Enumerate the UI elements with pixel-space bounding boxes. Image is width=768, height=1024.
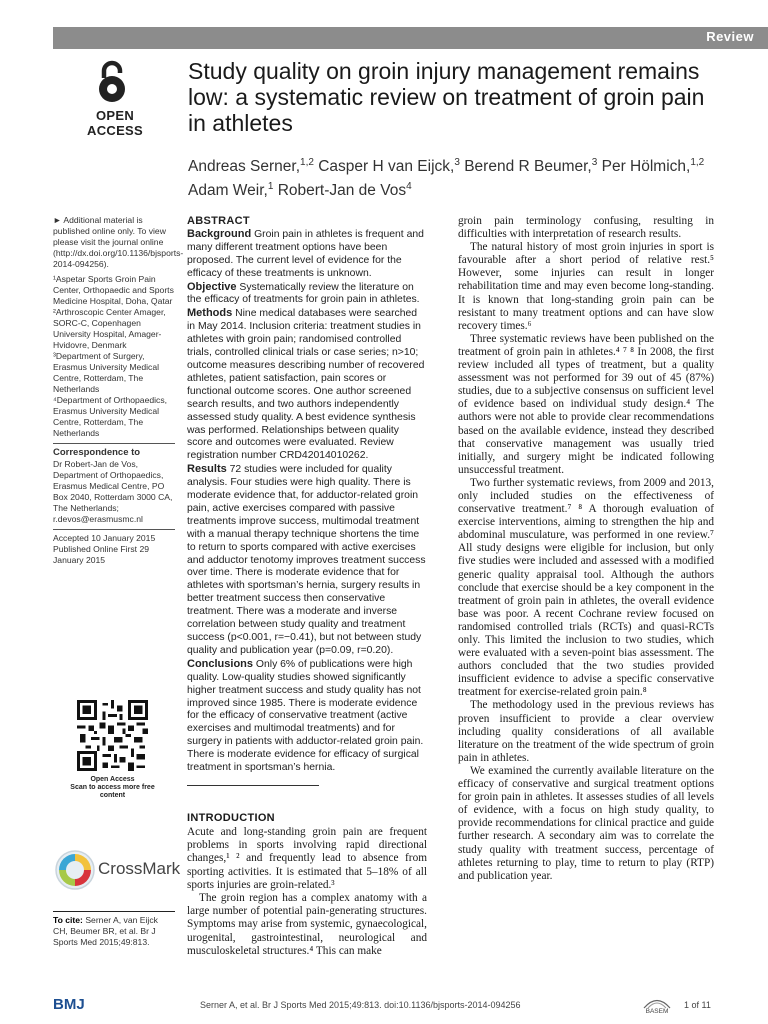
abstract-section-label: Results bbox=[187, 463, 227, 476]
abstract-section-text: Systematically review the literature on the efficacy of treatments for groin pain in athletes. bbox=[187, 281, 420, 306]
author-name: Per Hölmich, bbox=[601, 158, 691, 176]
qr-code-icon[interactable] bbox=[77, 700, 148, 771]
published-date: Published Online First 29 January 2015 bbox=[53, 544, 150, 565]
paragraph: The natural history of most groin injuries in sport is favourable after a short period of relative rest.⁵ However, some injuries can result in longer rehabilitation time and may even become long-standing. It is known that long-standing groin pain can be resistant to many treatment options and can have slow recovery times.⁶ bbox=[458, 241, 714, 332]
abstract-section-text: Only 6% of publications were high quality. Low-quality studies showed significantly higher treatment success and study quality has not improved since 1985. There is moderate evidence for the efficacy of conservative treatment (active exercises and multimodal treatments) and for surgery in patients with adductor-related groin pain. There is moderate evidence for efficacy of surgical treatment in sportsman’s hernia. bbox=[187, 658, 424, 774]
paragraph: Acute and long-standing groin pain are frequent problems in sports involving rapid directional changes,¹ ² and frequently lead to absence from sporting activities. It is estimated that 5–18% of all sports injuries are groin-related.³ bbox=[187, 826, 427, 891]
paragraph: Two further systematic reviews, from 2009 and 2013, only included studies on the effectiveness of conservative treatment.⁷ ⁸ A thorough evaluation of exercise interventions, aiming to strengthen the hip and abdominal musculature, was performed in one review.⁷ All study designs were eligible for inclusion, but only five studies were included and assessed with a modified generic quality appraisal tool. Although the authors conclude that exercise should be a key component in the treatment of groin pain in athletes, the overall evidence base was poor. A recent Cochrane review focused on randomised controlled trials (RCTs) and quasi-RCTs only. This limited the inclusion to two studies, which were evaluated with a seven-point bias assessment. The authors concluded that the two studies provided insufficient evidence to advise a specific conservative treatment for exercise-related groin pain.⁸ bbox=[458, 476, 714, 699]
author-affiliation: 3 bbox=[591, 157, 598, 168]
paragraph: Three systematic reviews have been published on the treatment of groin pain in athletes.⁴ ⁷ ⁸ In 2008, the first review included all types of treatment, but a quality assessment was not performed for 39 out of 45 (87%) studies, due to a subjective consensus on sufficient level of evidence based on individual study design.⁴ The authors were not able to provide clear recommendations based on the available evidence, instead they described that conservative management was usually tried initially, and surgery might be indicated following unsuccessful treatment. bbox=[458, 332, 714, 476]
author-affiliation: 1 bbox=[267, 181, 274, 193]
crossmark-button[interactable] bbox=[54, 848, 181, 894]
author-affiliation: 3 bbox=[454, 157, 460, 168]
qr-caption-title: Open Access bbox=[90, 776, 135, 783]
open-access-lock-icon bbox=[92, 60, 132, 104]
introduction-text bbox=[187, 826, 427, 958]
paragraph: The methodology used in the previous reviews has proven insufficient to provide a clear overview including quality considerations of all available literature on the treatment of the wide spectrum of groin pain in athletes. bbox=[458, 699, 714, 764]
abstract-section-text: 72 studies were included for quality analysis. Four studies were high quality. There is moderate evidence that, for adductor-related groin pain, active exercises compared with passive treatments improve success, multimodal treatment with a manual therapy technique shortens the time to return to sports compared with active exercises and adductor tenotomy improves treatment success over time. There is moderate evidence that for athletes with sportsman’s hernia, surgery results in better treatment success then conservative treatment. There was a moderate and inverse correlation between study quality and treatment success (p<0.001, r=−0.41), but not between study quality and publication year (p=0.09, r=0.20). bbox=[187, 464, 426, 656]
author-name: Casper H van Eijck, bbox=[318, 158, 455, 176]
cite-label: To cite: bbox=[53, 915, 83, 925]
abstract-section-label: Conclusions bbox=[187, 657, 254, 670]
bmj-logo: BMJ bbox=[53, 996, 85, 1013]
abstract-section bbox=[187, 307, 427, 463]
qr-caption-subtitle: Scan to access more free content bbox=[70, 784, 155, 799]
affiliation: ¹Aspetar Sports Groin Pain Center, Orthopaedic and Sports Medicine Hospital, Doha, Qatar bbox=[53, 274, 174, 306]
abstract-section bbox=[187, 281, 427, 308]
abstract-divider bbox=[187, 785, 319, 786]
author-name: Andreas Serner, bbox=[188, 158, 301, 176]
accepted-date: Accepted 10 January 2015 bbox=[53, 533, 156, 543]
paragraph: The groin region has a complex anatomy with a large number of potential pain-generating structures. Symptoms may arise from systemic, gynaecological, urogenital, gastrointestinal, neurological and musculoskeletal structures.⁴ This can make bbox=[187, 892, 427, 957]
abstract-section-text: Groin pain in athletes is frequent and many different treatment options have been proposed. The current level of evidence for the efficacy of these treatments is unknown. bbox=[187, 228, 424, 279]
open-access-label: OPEN ACCESS bbox=[87, 108, 143, 138]
page-number: 1 of 11 bbox=[684, 1000, 711, 1010]
abstract-section bbox=[187, 463, 427, 658]
section-label: Review bbox=[706, 29, 754, 44]
abstract-section-label: Methods bbox=[187, 307, 233, 320]
abstract-section-text: Nine medical databases were searched in May 2014. Inclusion criteria: treatment studies in athletes with groin pain; randomised controlled trials, controlled clinical trials or case series; n>10; outcome measures describing number of recovered athletes, patient satisfaction, pain scores or functional outcome scores. One author screened search results, and two authors independently assessed study quality. A best evidence synthesis was performed. Relationships between quality score and outcomes were evaluated. Review registration number CRD42014010262. bbox=[187, 308, 425, 462]
author-affiliation: 1,2 bbox=[300, 157, 314, 168]
affiliation: ³Department of Surgery, Erasmus University Medical Centre, Rotterdam, The Netherlands bbox=[53, 351, 160, 394]
sidebar bbox=[53, 215, 184, 570]
abstract-sections bbox=[187, 228, 427, 775]
author-affiliation: 1,2 bbox=[690, 157, 705, 168]
abstract-section bbox=[187, 228, 427, 281]
footer-citation: Serner A, et al. Br J Sports Med 2015;49:813. doi:10.1136/bjsports-2014-094256 bbox=[200, 1000, 521, 1010]
author-name: Robert-Jan de Vos bbox=[277, 182, 407, 200]
qr-caption bbox=[62, 776, 163, 800]
author-name: Adam Weir, bbox=[188, 182, 268, 200]
divider bbox=[53, 443, 175, 444]
paragraph: groin pain terminology confusing, resulting in difficulties with interpretation of research results. bbox=[458, 215, 714, 241]
divider bbox=[53, 529, 175, 530]
author-list bbox=[188, 153, 718, 201]
abstract-section bbox=[187, 658, 427, 775]
author-affiliation: 4 bbox=[406, 181, 412, 193]
correspondence-heading: Correspondence to bbox=[53, 447, 141, 458]
affiliations bbox=[53, 274, 175, 439]
cite-text: Serner A, van Eijck CH, Beumer BR, et al. Br J Sports Med 2015;49:813. bbox=[53, 915, 158, 947]
right-column-text bbox=[458, 215, 714, 883]
author-name: Berend R Beumer, bbox=[464, 158, 592, 176]
paragraph: We examined the currently available literature on the efficacy of conservative and surgical treatment options for groin pain in athletes. It assesses studies of all levels of evidence, with a focus on high study quality, to provide recommendations for clinical practice and guide further research. A secondary aim was to correlate the study quality with treatment success, percentage of athletes returning to play, time to return to play (RTP) and publication year. bbox=[458, 764, 714, 882]
citation-box bbox=[53, 911, 175, 948]
introduction-heading: INTRODUCTION bbox=[187, 812, 275, 824]
abstract bbox=[187, 215, 427, 786]
additional-material-note: ► Additional material is published online only. To view please visit the journal online (http://dx.doi.org/10.1136/bjsports-2014-094256). bbox=[53, 215, 184, 269]
affiliation: ⁴Department of Orthopaedics, Erasmus University Medical Centre, Rotterdam, The Netherlands bbox=[53, 395, 168, 438]
affiliation: ²Arthroscopic Center Amager, SORC-C, Copenhagen University Hospital, Amager-Hvidovre, Denmark bbox=[53, 307, 166, 350]
crossmark-label: CrossMark bbox=[98, 859, 181, 878]
header-bar bbox=[53, 27, 768, 49]
basem-logo bbox=[640, 996, 674, 1016]
abstract-section-label: Background bbox=[187, 227, 252, 240]
basem-label: BASEM bbox=[645, 1008, 669, 1015]
crossmark-icon bbox=[54, 848, 96, 892]
abstract-section-label: Objective bbox=[187, 280, 237, 293]
article-title: Study quality on groin injury management remains low: a systematic review on treatment of groin pain in athletes bbox=[188, 58, 705, 136]
abstract-heading: ABSTRACT bbox=[187, 215, 250, 227]
correspondence-address: Dr Robert-Jan de Vos, Department of Orthopaedics, Erasmus Medical Centre, PO Box 2040, Rotterdam 3000 CA, The Netherlands; r.devos@erasmusmc.nl bbox=[53, 459, 173, 524]
